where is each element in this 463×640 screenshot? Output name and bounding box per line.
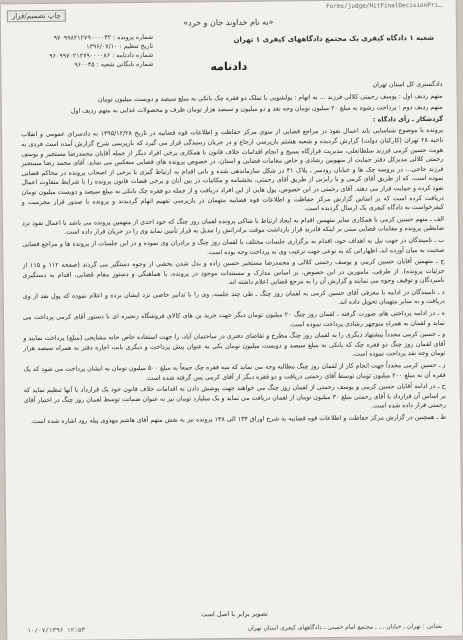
accused-1: متهم ردیف اول : پوسف رحمتی کلالی فرزند ... به اتهام : پولشویی با تملک دو فقره چک بانکی به مبلغ سیصد و دویست میلیون تومان [97, 92, 443, 103]
document-sheet [1, 0, 463, 640]
paragraph: د ـ تامیندگان در ادامه با معرفی آقای حسین کرمی به لقمان روز چنگ ـ طی چند جلسه، وی را با تدابیر خاصی نزد ایشان برده و اعلام نموده که پول نقد از وی دریافت و به سایر متهمان تحویل داده اند. [22, 288, 445, 307]
url-fragment: Forms/judge/HitFinalDecisionPri… [326, 1, 442, 10]
paragraph: ه ـ در ادامه پرداختی های صورت گرفته ، لقمان روز چنگ ۲۰ میلیون تومان دیگر جهت خرید بن های کالای فروشگاه زنجیره ای با دستور آقای کرمی پرداخت می نماید و لقمان به همراه منوچهر رشادی پرداخت نموده است. [22, 309, 446, 329]
print-button[interactable]: چاپ تصمیم/قرار [7, 10, 66, 23]
paragraph: ج ـ متهمین آقایان حسین کرمی و یوسف رحمتی کلالی و محمدرضا مستجیر حسین زاده و بدل شدن بخشی از وجوه دستگیر می گردند (صفحه ۱۱۲ و ۱۱۵ از جزئیات پرونده). از طرفی، مامورین در این خصوص، بر اساس مدارک و مستندات موجود در پرونده، با هماهنگی و دستور مقام قضایی، اقدام به دستگیری نامبردگان و توقیف وجوه می نمایند و گزارش آن را به مرجع قضایی اعلام داشته اند. [22, 257, 445, 287]
paragraph: ز ـ حسین کرمی مجدداً جهت انجام کار از لقمان روز چنگ مطالبه وجه می نماید که سه فقره چک جمعاً به مبلغ ۵۰۰ میلیون تومان به ایشان پرداخت می شود که یک فقره آن به مبلغ ۲۰۰ میلیون تومان توسط آقای رحمتی دریافت و دو فقره دیگر از آقای کرمی پس گرفته شده است. [23, 361, 446, 382]
paragraph: ط ـ همچنین در گزارش مرکز حفاظت و اطلاعات قوه قضاییه به شرح اوراق ۱۳۴ الی ۱۳۸ پرونده نیز به نقش متهم آقای هاشم مهدوی پیله رود اشاره شده است. [30, 413, 447, 426]
paragraph: ح ـ در ادامه آقایان حسین کرمی و یوسف رحمتی از لقمان روز چنگ می خواهند جهت پوشش دادن به اقدامات خلاف قانون خود یک قرارداد با آنها تنظیم نماید که بر اساس آن قرارداد با آقای رحمتی مبلغ ۳۰ میلیون تومان از لقمان دریافت می نماید و یک میلیارد تومان نیز به عنوان ضمانت توسط لقمان روز چنگ در اختیار آقای رحمتی قرار داده شده است. [23, 382, 446, 410]
court-title: شعبه ۱ دادگاه کیفری یک مجتمع دادگاههای کیفری ۱ تهران [233, 33, 435, 44]
accused-2: متهم ردیف دوم : پرداخت رشوه به مبلغ ۲۰ میلیون تومان وجه نقد و دو میلیون و سیصد هزار تومان ظرف و محصولات غذایی به متهم ردیف اول [70, 103, 443, 115]
file-number: شماره پرونده : ۹۷۰۹۹۸۲۱۲۷۹۰۰۰۰۴۲ [53, 33, 154, 42]
issue-date: تاریخ تنظیم : ۱۳۹۶/۰۷/۱۰ [86, 42, 154, 51]
paragraph: و ـ حسین کرمی مجدداً پیشنهاد دیگری را به لقمان روز چنگ مطرح و تقاضای دفتری در ساختمان آباد، را جهت استفاده خاص خانه مشایخی (مبلغ) پرداخت نمایند و آقای لقمان روز چنگ دو فقره چک که بانکی به مبلغ سیصد و دویست میلیون تومان یکی به عنوان پیش پرداخت و دیگری بابت اجاره دفتر به همراه سیصد هزار تومان وجه نقد پرداخت نموده است. [23, 331, 446, 359]
decision-heading: گردشکار ـ رأی دادگاه : [372, 115, 443, 124]
document-title: دادنامه [210, 59, 248, 74]
paragraph: الف ـ متهم حسین کرمی با همکاری سایر متهمین اقدام به ایجاد ارتباط با شاکی پرونده لقمان روز چنگ که خود احدی از متهمین پرونده می باشد با اعمال نفوذ نزد ضابطین پرونده و مقامات قضایی مبنی بر اینکه قادرند قرار بازداشت موقت برادرانش را تبدیل به قرار تأمین نماید وی را در جریان قرار داده است. [21, 215, 445, 237]
certification: تصویر برابر با اصل است [201, 609, 268, 619]
paragraph: پرونده با موضوع شناسایی باند اعمال نفوذ در مراجع قضایی از سوی مرکز حفاظت و اطلاعات قوه قضاییه در تاریخ ۱۳۹۵/۱۲/۲۸ به دادسرای عمومی و انقلاب ناحیه ۲۸ تهران (کارکنان دولت) گزارش گردیده و شعبه هشتم بازپرسی ارجاع و در جریان رسیدگی قرار می گیرد که بازپرسی شرح گزارش آمده است فردی به هویت حسین کرمی فرزند سلطانعلی، مدیریت قرارگاه بسیج و انجام اقدامات خلاف قانون با همکاری برخی افراد دیگر از جمله آقایان محمدرضا مستجیر و یوسف رحمتی کلالی مدیرکل دفتر حمایت از منهوبین رشادی و خاص مقامات قضایی و استان، در خصوص پرونده های قضایی منعکس می نماید. آقای محمد رضا مستجیر فرزند حاجی... در پروسه چک ها و خیابان رودسر ـ پلاک ۴۱ در شکل سازماندهی شده و بانی اقدام به ارتباط گیری با برخی از اصحاب پرونده در محاکم قضایی نموده است، که از طریق آقای کرمی و با رایزنی از طریق آقای رحمتی، بخشنامه و مکاتبات در بین آنان و برخی قضات قانون پرونده را با شرایط متفاوت اعمال نفوذ کرده و حمایت قرار می دهند. آقای رحمتی در این خصوص، پول هایی از این افراد دریافت و از جمله دو فقره چک بانکی به مبلغ سیصد و دویست میلیون تومان دریافت کرده است که بر اساس گزارش مرکز حفاظت و اطلاعات قوه قضاییه متهمان در بازپرسی تفهیم اتهام گردیدند و پرونده با صدور قرار مجرمیت و کیفرخواست به دادگاه کیفری یک ارسال گردیده است. [21, 127, 444, 213]
footer-address: نشانی : تهران ـ خیابان ... ـ مجتمع امام خمینی ـ دادگاههای کیفری استان تهران [247, 622, 443, 632]
archive-number: شماره بایگانی شعبه : ۹۶۰۰۴۵ [74, 60, 154, 69]
document-body [21, 80, 447, 429]
complainant: دادگستری کل استان تهران [372, 80, 443, 89]
paragraph: ب ـ تامیندگان در جهت نیل به اهداف خود، اقدام به برگزاری جلسات مختلف با لقمان روز چنگ و برادران وی نموده و در این جلسات از پرونده ها و مراجع قضایی صحبت به میان آورده اند، اظهاراتی که به نوعی جهت ترغیب وی به پرداخت وجه بوده است. [22, 236, 445, 256]
decision-number: شماره دادنامه : ۹۶۰۹۹۷۰۲۱۲۷۹۰۰۰۰۸۶ [49, 51, 154, 60]
footer-timestamp: ۱۰/۰۷/۱۳۹۶ ۱۲:۵۳ [27, 626, 86, 635]
basmala: «به نام خداوند جان و خرد» [183, 17, 274, 28]
